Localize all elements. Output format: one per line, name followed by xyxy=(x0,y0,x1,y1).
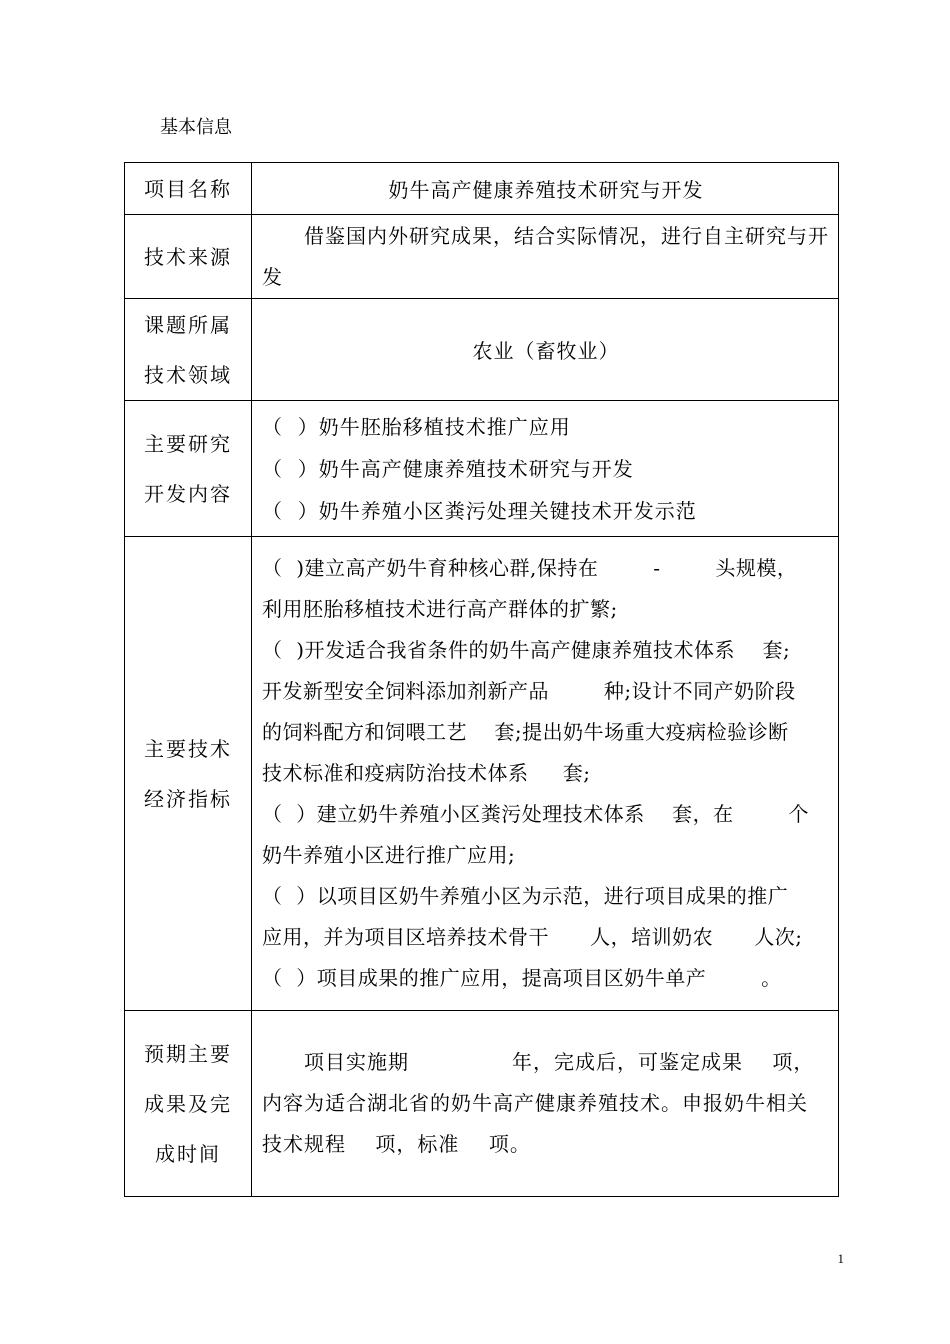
indicator-line: （ ）建立奶牛养殖小区粪污处理技术体系 套，在 个 xyxy=(262,802,810,826)
label-outcomes-line1: 预期主要 xyxy=(144,1041,232,1066)
value-outcomes xyxy=(252,1011,839,1197)
outcome-line: 项目实施期 年，完成后，可鉴定成果 项， xyxy=(304,1050,815,1074)
research-item: （ ）奶牛养殖小区粪污处理关键技术开发示范 xyxy=(262,498,697,523)
value-indicators xyxy=(252,537,839,1011)
indicator-line: 应用，并为项目区培养技术骨干 人，培训奶农 人次; xyxy=(262,925,803,949)
label-tech-domain xyxy=(125,299,252,401)
label-indicators xyxy=(125,537,252,1011)
indicator-line: 利用胚胎移植技术进行高产群体的扩繁; xyxy=(262,597,618,621)
label-outcomes-line2: 成果及完 xyxy=(144,1091,232,1116)
indicator-line: （ )建立高产奶牛育种核心群,保持在 - 头规模， xyxy=(262,556,798,580)
label-project-name: 项目名称 xyxy=(125,163,252,215)
label-research-content xyxy=(125,401,252,537)
row-indicators xyxy=(125,537,839,1011)
indicator-line: 技术标准和疫病防治技术体系 套; xyxy=(262,761,591,785)
label-indicators-line1: 主要技术 xyxy=(144,736,232,761)
label-research-content-line1: 主要研究 xyxy=(144,431,232,456)
section-heading: 基本信息 xyxy=(160,117,232,138)
label-research-content-line2: 开发内容 xyxy=(144,481,232,506)
indicator-line: （ ）以项目区奶牛养殖小区为示范，进行项目成果的推广 xyxy=(262,884,789,908)
label-tech-domain-line2: 技术领域 xyxy=(144,362,232,387)
basic-info-table xyxy=(124,162,839,1197)
row-tech-source xyxy=(125,215,839,299)
label-outcomes xyxy=(125,1011,252,1197)
label-indicators-line2: 经济指标 xyxy=(144,786,232,811)
research-item: （ ）奶牛高产健康养殖技术研究与开发 xyxy=(262,456,634,481)
value-tech-domain: 农业（畜牧业） xyxy=(252,299,839,401)
row-project-name xyxy=(125,163,839,215)
indicator-line: 的饲料配方和饲喂工艺 套;提出奶牛场重大疫病检验诊断 xyxy=(262,720,789,744)
page-number: 1 xyxy=(837,1251,844,1266)
label-tech-domain-line1: 课题所属 xyxy=(144,312,232,337)
indicator-line: 奶牛养殖小区进行推广应用; xyxy=(262,843,516,867)
indicator-line: 开发新型安全饲料添加剂新产品 种;设计不同产奶阶段 xyxy=(262,679,796,703)
indicator-line: （ )开发适合我省条件的奶牛高产健康养殖技术体系 套; xyxy=(262,638,791,662)
research-item: （ ）奶牛胚胎移植技术推广应用 xyxy=(262,414,571,439)
row-outcomes xyxy=(125,1011,839,1197)
outcome-line: 内容为适合湖北省的奶牛高产健康养殖技术。申报奶牛相关 xyxy=(262,1091,808,1115)
value-project-name: 奶牛高产健康养殖技术研究与开发 xyxy=(252,163,839,215)
outcome-line: 技术规程 项，标准 项。 xyxy=(262,1132,531,1156)
value-research-content xyxy=(252,401,839,537)
label-tech-source: 技术来源 xyxy=(125,215,252,299)
row-research-content xyxy=(125,401,839,537)
value-tech-source: 借鉴国内外研究成果，结合实际情况，进行自主研究与开发 xyxy=(252,215,839,299)
label-outcomes-line3: 成时间 xyxy=(155,1141,221,1166)
row-tech-domain xyxy=(125,299,839,401)
indicator-line: （ ）项目成果的推广应用，提高项目区奶牛单产 。 xyxy=(262,966,782,990)
